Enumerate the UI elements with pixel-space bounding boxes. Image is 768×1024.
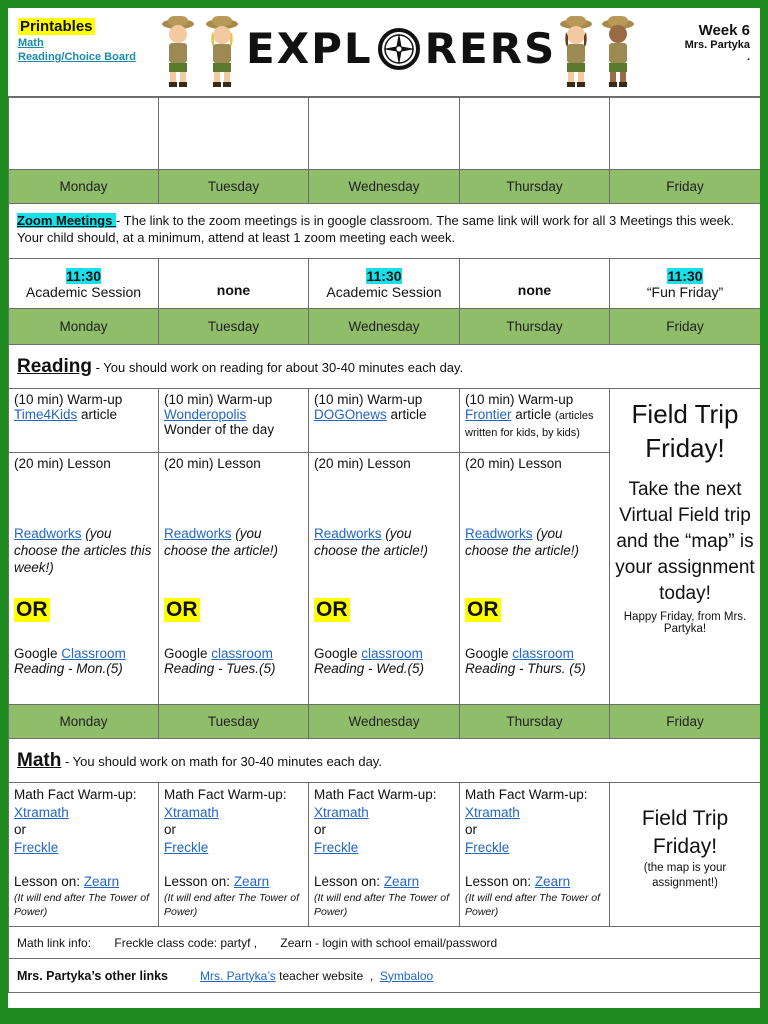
zoom-session-wednesday (309, 259, 460, 309)
freckle-link[interactable]: Freckle (14, 839, 59, 855)
classroom-link[interactable]: classroom (211, 646, 273, 661)
or-badge: OR (316, 598, 348, 621)
printables-reading-link[interactable]: Reading/Choice Board (18, 51, 136, 63)
warmup-thursday (460, 389, 610, 453)
math-header-cell (9, 739, 761, 783)
day-header-thursday: Thursday (460, 309, 610, 345)
xtramath-link[interactable]: Xtramath (465, 804, 520, 820)
reading-text: - You should work on reading for about 30-40 minutes each day. (91, 359, 464, 375)
classroom-link[interactable]: classroom (361, 646, 423, 661)
printables-math-link[interactable]: Math (18, 37, 44, 49)
math-label: Math Fact Warm-up: (465, 787, 588, 802)
xtramath-link[interactable]: Xtramath (314, 804, 369, 820)
lesson-label: (20 min) Lesson (164, 456, 261, 471)
day-header-friday: Friday (610, 309, 761, 345)
day-header-thursday: Thursday (460, 170, 610, 204)
warmup-wednesday (309, 389, 460, 453)
empty-cell (9, 98, 159, 170)
schedule-page (8, 8, 760, 1008)
header (8, 8, 760, 97)
math-note: (It will end after The Tower of Power) (14, 891, 150, 918)
day-header-wednesday: Wednesday (309, 705, 460, 739)
field-trip-note: Happy Friday, from Mrs. Partyka! (623, 611, 747, 635)
math-or: or (164, 822, 177, 837)
math-header-row (9, 739, 761, 783)
warmup-label: (10 min) Warm-up (14, 392, 123, 407)
classroom-link[interactable]: Classroom (61, 646, 126, 661)
wonderopolis-link[interactable]: Wonderopolis (164, 407, 247, 422)
printables-title: Printables (20, 18, 93, 35)
field-trip-title: Field Trip Friday! (631, 399, 739, 463)
session-time: 11:30 (667, 267, 703, 284)
zearn-link[interactable]: Zearn (534, 874, 571, 889)
day-header-friday: Friday (610, 705, 761, 739)
math-link-info: Math link info: Freckle class code: partyf , Zearn - login with school email/password (9, 927, 761, 959)
session-label: Academic Session (25, 283, 142, 300)
teacher-website-link[interactable]: Mrs. Partyka’s (200, 968, 276, 983)
day-header-friday: Friday (610, 170, 761, 204)
zoom-session-tuesday (159, 259, 309, 309)
math-lesson-label: Lesson on: (314, 874, 384, 889)
teacher-name: Mrs. Partyka (684, 39, 750, 51)
footer-row (9, 959, 761, 993)
warmup-label: (10 min) Warm-up (465, 392, 574, 407)
lesson-monday (9, 453, 159, 705)
logo-text-left: EXPL (246, 24, 373, 73)
session-time: 11:30 (366, 267, 402, 284)
time4kids-link[interactable]: Time4Kids (14, 407, 78, 422)
day-header-tuesday: Tuesday (159, 170, 309, 204)
compass-icon (377, 27, 421, 71)
day-header-wednesday: Wednesday (309, 309, 460, 345)
lesson-tuesday (159, 453, 309, 705)
reading-warmup-row (9, 389, 761, 453)
lesson-sub: Reading - Tues.(5) (164, 661, 276, 676)
math-or: or (465, 822, 478, 837)
readworks-link[interactable]: Readworks (465, 526, 533, 541)
lesson-label: (20 min) Lesson (14, 456, 111, 471)
session-label: none (517, 281, 552, 298)
math-thursday (460, 783, 610, 927)
explorers-logo (246, 24, 556, 73)
frontier-link[interactable]: Frontier (465, 407, 512, 422)
warmup-after: article (386, 407, 427, 422)
empty-cell (309, 98, 460, 170)
lesson-italic: (you choose the articles this week!) (14, 526, 152, 575)
zoom-session-monday (9, 259, 159, 309)
zoom-info-row (9, 204, 761, 259)
or-badge: OR (467, 598, 499, 621)
google-prefix: Google (14, 646, 62, 661)
google-prefix: Google (465, 646, 513, 661)
session-time: 11:30 (65, 267, 102, 284)
readworks-link[interactable]: Readworks (314, 526, 382, 541)
xtramath-link[interactable]: Xtramath (164, 804, 219, 820)
empty-cell (460, 98, 610, 170)
zearn-link[interactable]: Zearn (383, 874, 420, 889)
day-header-tuesday: Tuesday (159, 705, 309, 739)
math-field-trip-title: Field Trip Friday! (641, 807, 729, 858)
lesson-italic: (you choose the article!) (164, 526, 279, 558)
warmup-note: Wonder of the day (164, 422, 275, 437)
day-header-row (9, 170, 761, 204)
week-info (685, 22, 750, 63)
explorer-boy-icon (600, 14, 636, 88)
math-note: (It will end after The Tower of Power) (164, 891, 300, 918)
zoom-session-thursday (460, 259, 610, 309)
math-label: Math Fact Warm-up: (164, 787, 287, 802)
classroom-link[interactable]: classroom (512, 646, 574, 661)
math-lesson-label: Lesson on: (164, 874, 234, 889)
math-label: Math Fact Warm-up: (314, 787, 437, 802)
lesson-label: (20 min) Lesson (314, 456, 411, 471)
day-header-monday: Monday (9, 309, 159, 345)
lesson-italic: (you choose the article!) (314, 526, 429, 558)
warmup-label: (10 min) Warm-up (314, 392, 423, 407)
math-text: - You should work on math for 30-40 minutes each day. (61, 753, 382, 769)
explorer-boy-icon (160, 14, 196, 88)
lesson-sub: Reading - Mon.(5) (14, 661, 123, 676)
reading-friday-cell (610, 389, 761, 705)
day-header-tuesday: Tuesday (159, 309, 309, 345)
freckle-link[interactable]: Freckle (164, 839, 209, 855)
zoom-info-cell (9, 204, 761, 259)
warmup-monday (9, 389, 159, 453)
day-header-thursday: Thursday (460, 705, 610, 739)
math-link-info-row (9, 927, 761, 959)
symbaloo-link[interactable]: Symbaloo (379, 968, 434, 983)
day-header-row (9, 705, 761, 739)
or-badge: OR (16, 598, 48, 621)
teacher-website-text: teacher website , (275, 968, 380, 983)
readworks-link[interactable]: Readworks (14, 526, 82, 541)
day-header-monday: Monday (9, 705, 159, 739)
warmup-note: (articles written for kids, by kids) (465, 410, 594, 439)
session-label: Academic Session (326, 283, 442, 300)
explorer-girl-icon (558, 14, 594, 88)
google-prefix: Google (314, 646, 362, 661)
math-lesson-label: Lesson on: (465, 874, 535, 889)
math-or: or (314, 822, 327, 837)
math-label: Math Fact Warm-up: (14, 787, 137, 802)
day-header-row (9, 309, 761, 345)
lesson-italic: (you choose the article!) (465, 526, 580, 558)
printables-box (18, 18, 136, 64)
math-note: (It will end after The Tower of Power) (465, 891, 601, 918)
lesson-label: (20 min) Lesson (465, 456, 562, 471)
zoom-session-friday (610, 259, 761, 309)
math-or: or (14, 822, 27, 837)
google-prefix: Google (164, 646, 212, 661)
math-lesson-label: Lesson on: (14, 874, 84, 889)
math-row (9, 783, 761, 927)
lesson-sub: Reading - Wed.(5) (314, 661, 425, 676)
math-friday-cell (610, 783, 761, 927)
math-field-trip-note: (the map is your assignment!) (643, 862, 727, 889)
day-header-monday: Monday (9, 170, 159, 204)
empty-cell (159, 98, 309, 170)
zoom-meetings-text: - The link to the zoom meetings is in google classroom. The same link will work for all 3 Meetings this week. Your child should, at a minimum, attend at least 1 zoom meeting each week. (17, 213, 734, 245)
header-dot: . (746, 51, 750, 63)
footer-cell (9, 959, 761, 993)
math-monday (9, 783, 159, 927)
zoom-meetings-title: Zoom Meetings (17, 213, 116, 228)
readworks-link[interactable]: Readworks (164, 526, 232, 541)
math-wednesday (309, 783, 460, 927)
reading-header-cell (9, 345, 761, 389)
lesson-wednesday (309, 453, 460, 705)
xtramath-link[interactable]: Xtramath (14, 804, 69, 820)
math-title: Math (17, 749, 62, 771)
dogonews-link[interactable]: DOGOnews (314, 407, 387, 422)
field-trip-body: Take the next Virtual Field trip and the “map” is your assignment today! (615, 479, 755, 604)
lesson-thursday (460, 453, 610, 705)
day-header-wednesday: Wednesday (309, 170, 460, 204)
empty-cell (610, 98, 761, 170)
lesson-sub: Reading - Thurs. (5) (465, 661, 586, 676)
schedule-table (8, 97, 760, 993)
reading-title: Reading (17, 355, 92, 377)
logo-text-right: RERS (424, 24, 557, 73)
freckle-link[interactable]: Freckle (314, 839, 359, 855)
session-label: none (216, 281, 251, 298)
other-links-label: Mrs. Partyka’s other links (17, 968, 168, 983)
empty-row (9, 98, 761, 170)
math-note: (It will end after The Tower of Power) (314, 891, 450, 918)
warmup-after: article (77, 407, 118, 422)
or-badge: OR (166, 598, 198, 621)
reading-header-row (9, 345, 761, 389)
zearn-link[interactable]: Zearn (83, 874, 120, 889)
week-label: Week 6 (698, 22, 750, 39)
zearn-link[interactable]: Zearn (233, 874, 270, 889)
warmup-label: (10 min) Warm-up (164, 392, 273, 407)
explorer-girl-icon (204, 14, 240, 88)
freckle-link[interactable]: Freckle (465, 839, 510, 855)
warmup-after: article (511, 407, 556, 422)
warmup-tuesday (159, 389, 309, 453)
math-tuesday (159, 783, 309, 927)
zoom-sessions-row (9, 259, 761, 309)
session-label: “Fun Friday” (646, 283, 724, 300)
